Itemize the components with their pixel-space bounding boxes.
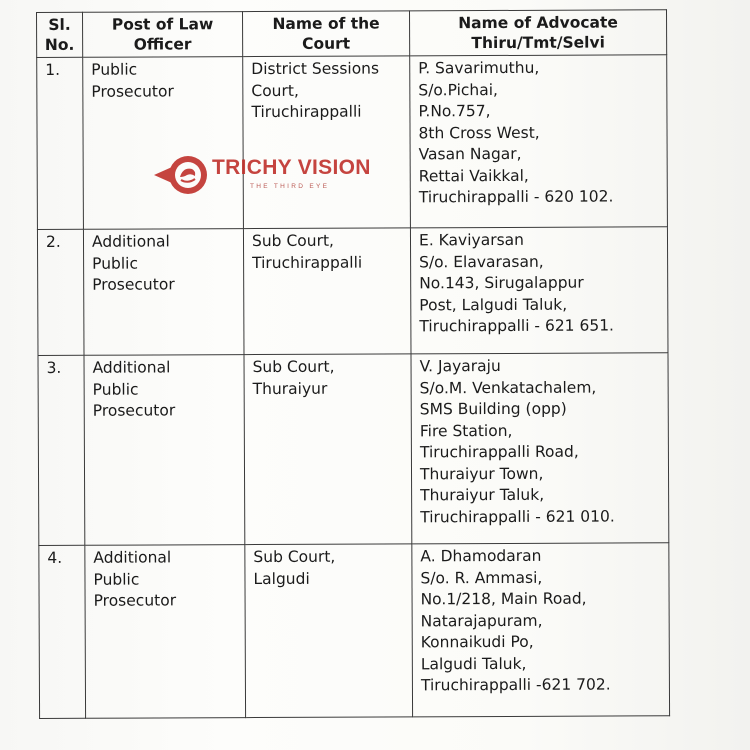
- cell-advocate: P. Savarimuthu, S/o.Pichai, P.No.757, 8th Cross West, Vasan Nagar, Rettai Vaikkal, Tiruchirappalli - 620 102.: [410, 55, 668, 228]
- watermark-name: TRICHY VISION: [212, 156, 371, 179]
- cell-advocate: V. Jayaraju S/o.M. Venkatachalem, SMS Building (opp) Fire Station, Tiruchirappalli Road, Thuraiyur Town, Thuraiyur Taluk, Tiruchirappalli - 621 010.: [411, 353, 669, 544]
- cell-court: Sub Court, Thuraiyur: [244, 354, 412, 545]
- law-officers-table: [36, 9, 670, 719]
- table-row: [39, 543, 670, 719]
- cell-post: Additional Public Prosecutor: [83, 229, 244, 356]
- cell-sl: 4.: [39, 545, 86, 718]
- cell-sl: 3.: [38, 355, 85, 545]
- table-row: [37, 55, 668, 230]
- header-sl-no: Sl. No.: [37, 12, 83, 57]
- table-row: [38, 353, 669, 546]
- cell-advocate: A. Dhamodaran S/o. R. Ammasi, No.1/218, Main Road, Natarajapuram, Konnaikudi Po, Lalgudi Taluk, Tiruchirappalli -621 702.: [412, 543, 670, 717]
- cell-sl: 2.: [37, 229, 84, 355]
- table-row: [37, 227, 668, 356]
- cell-advocate: E. Kaviyarsan S/o. Elavarasan, No.143, Sirugalappur Post, Lalgudi Taluk, Tiruchirappalli - 621 651.: [410, 227, 668, 354]
- trichy-vision-watermark: [152, 153, 384, 197]
- cell-post: Additional Public Prosecutor: [85, 545, 246, 719]
- cell-post: Additional Public Prosecutor: [84, 355, 245, 546]
- cell-court: Sub Court, Lalgudi: [245, 544, 413, 718]
- header-advocate: Name of Advocate Thiru/Tmt/Selvi: [409, 10, 666, 56]
- cell-court: Sub Court, Tiruchirappalli: [243, 228, 411, 355]
- eye-logo-icon: [152, 153, 212, 197]
- cell-post: Public Prosecutor: [83, 57, 244, 230]
- watermark-tagline: THE THIRD EYE: [250, 183, 330, 190]
- header-court: Name of the Court: [243, 11, 410, 57]
- cell-sl: 1.: [37, 57, 84, 229]
- header-post: Post of Law Officer: [83, 12, 243, 58]
- table-header-row: [37, 10, 667, 58]
- cell-court: District Sessions Court, Tiruchirappalli: [243, 56, 411, 229]
